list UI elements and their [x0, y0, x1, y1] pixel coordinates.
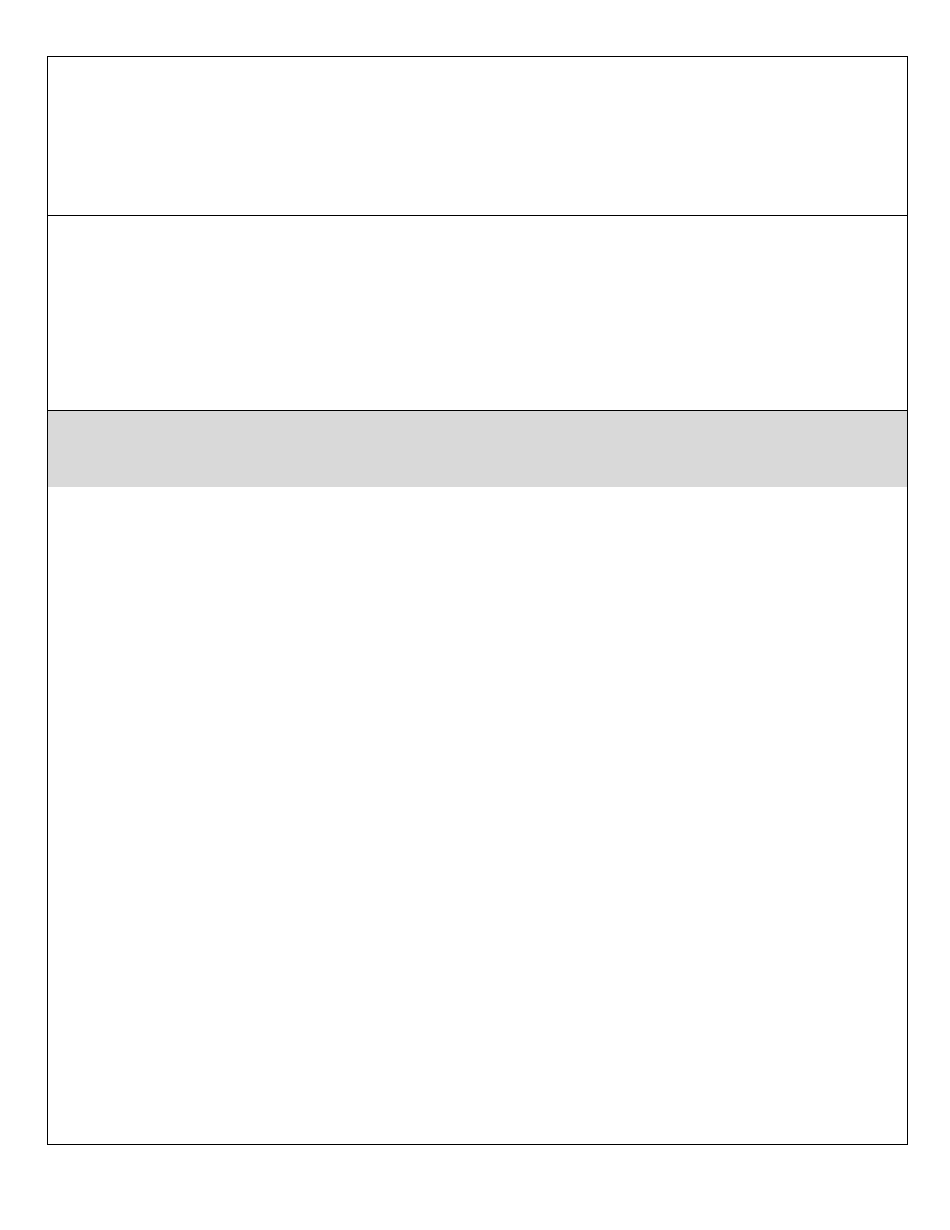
- conventional-seeds-table: [47, 410, 908, 1145]
- previous-table: [47, 56, 908, 216]
- instruction-box: [47, 215, 908, 411]
